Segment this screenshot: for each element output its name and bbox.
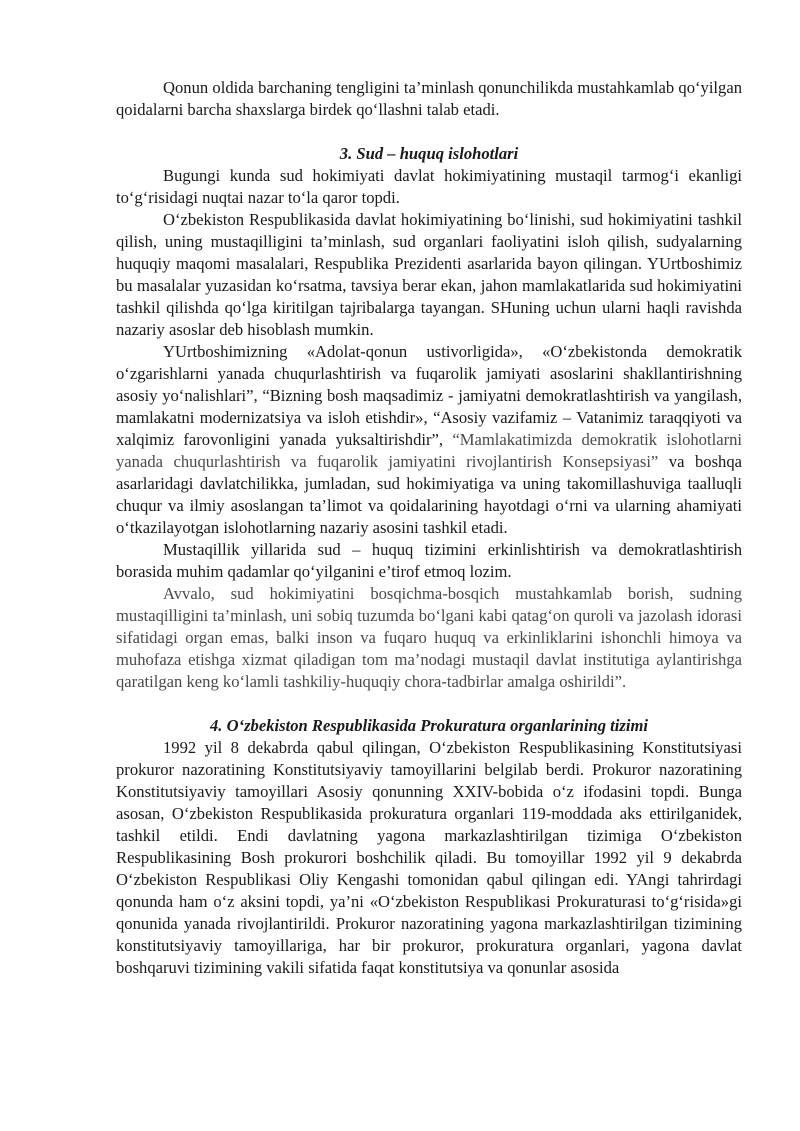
paragraph-3-3-part-c: va boshqa asarlaridagi davlatchilikka, jumladan, sud hokimiyatiga va uning takomillashuviga taalluqli chuqur va ilmiy asoslangan ta’limot va qoidalarining hayotdagi o‘rni va ularning ahamiyati o‘tkazilayotgan islohotlarning nazariy asosini tashkil etadi. <box>116 452 742 537</box>
paragraph-3-3-part-a: YUrtboshimizning «Adolat-qonun ustivorligida», «O‘zbekistonda demokratik o‘zgarishlarni yanada chuqurlashtirish va fuqarolik jamiyati asoslarini shakllantirishning asosiy yo‘nalishlari”, “Bizning bosh maqsadimiz - jamiyatni demokratlashtirish va yangilash, mamlakatni modernizatsiya va isloh etishdir», “Asosiy vazifamiz – Vatanimiz taraqqiyoti va xalqimiz farovonligini yanada yuksaltirishdir”, <box>116 342 742 449</box>
document-page <box>116 77 742 979</box>
paragraph-3-3 <box>116 341 742 539</box>
paragraph-3-3-concept-title: “Mamlakatimizda demokratik islohotlarni yanada chuqurlashtirish va fuqarolik jamiyatini rivojlantirish Konsepsiyasi” <box>116 430 742 471</box>
paragraph-3-2: O‘zbekiston Respublikasida davlat hokimiyatining bo‘linishi, sud hokimiyatini tashkil qilish, uning mustaqilligini ta’minlash, sud organlari faoliyatini isloh qilish, sudyalarning huquqiy maqomi masalalari, Respublika Prezidenti asarlarida bayon qilingan. YUrtboshimiz bu masalalar yuzasidan ko‘rsatma, tavsiya berar ekan, jahon mamlakatlarida sud hokimiyatini tashkil qilishda qo‘lga kiritilgan tajribalarga tayangan. SHuning uchun ularni haqli ravishda nazariy asoslar deb hisoblash mumkin. <box>116 210 742 339</box>
paragraph-3-5: Avvalo, sud hokimiyatini bosqichma-bosqich mustahkamlab borish, sudning mustaqilligini ta’minlash, uni sobiq tuzumda bo‘lgani kabi qatag‘on quroli va jazolash idorasi sifatidagi organ emas, balki inson va fuqaro huquq va erkinliklarini ishonchli himoya va muhofaza etishga xizmat qiladigan tom ma’nodagi mustaqil davlat institutiga aylantirishga qaratilgan keng ko‘lamli tashkiliy-huquqiy chora-tadbirlar amalga oshirildi”. <box>116 584 742 691</box>
paragraph-3-4: Mustaqillik yillarida sud – huquq tizimini erkinlishtirish va demokratlashtirish borasida muhim qadamlar qo‘yilganini e’tirof etmoq lozim. <box>116 540 742 581</box>
section-heading-4: 4. O‘zbekiston Respublikasida Prokuratura organlarining tizimi <box>210 716 648 735</box>
section-heading-3: 3. Sud – huquq islohotlari <box>339 144 519 163</box>
paragraph-intro: Qonun oldida barchaning tengligini ta’minlash qonunchilikda mustahkamlab qo‘yilgan qoidalarni barcha shaxslarga birdek qo‘llashni talab etadi. <box>116 78 742 119</box>
paragraph-4-1: 1992 yil 8 dekabrda qabul qilingan, O‘zbekiston Respublikasining Konstitutsiyasi prokuror nazoratining Konstitutsiyaviy tamoyillarini belgilab berdi. Prokuror nazoratining Konstitutsiyaviy tamoyillari Asosiy qonunning XXIV-bobida o‘z ifodasini topdi. Bunga asosan, O‘zbekiston Respublikasida prokuratura organlari 119-moddada aks ettirilganidek, tashkil etildi. Endi davlatning yagona markazlashtirilgan tizimiga O‘zbekiston Respublikasining Bosh prokurori boshchilik qiladi. Bu tomoyillar 1992 yil 9 dekabrda O‘zbekiston Respublikasi Oliy Kengashi tomonidan qabul qilingan edi. YAngi tahrirdagi qonunda ham o‘z aksini topdi, ya’ni «O‘zbekiston Respublikasi Prokuraturasi to‘g‘risida»gi qonunida yanada rivojlantirildi. Prokuror nazoratining yagona markazlashtirilgan tizimining konstitutsiyaviy tamoyillariga, har bir prokuror, prokuratura organlari, yagona davlat boshqaruvi tizimining vakili sifatida faqat konstitutsiya va qonunlar asosida <box>116 738 742 977</box>
paragraph-3-1: Bugungi kunda sud hokimiyati davlat hokimiyatining mustaqil tarmog‘i ekanligi to‘g‘risidagi nuqtai nazar to‘la qaror topdi. <box>116 166 742 207</box>
